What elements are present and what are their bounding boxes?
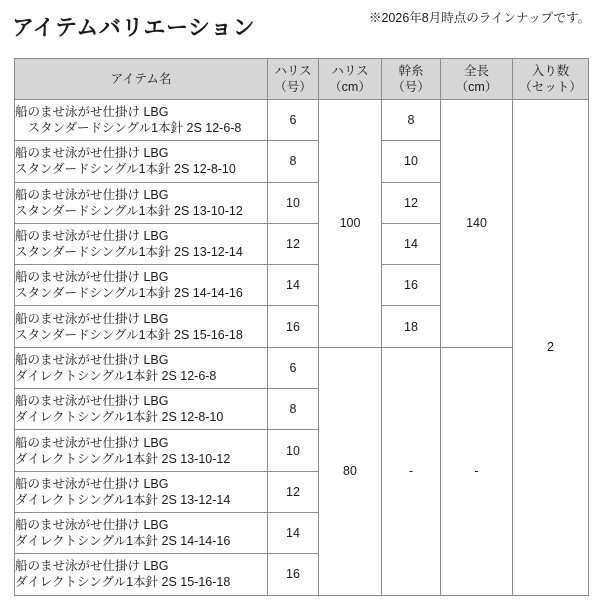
item-name-line1: 船のませ泳がせ仕掛け LBG (15, 352, 169, 367)
item-name-cell (15, 141, 268, 182)
item-name-line1: 船のませ泳がせ仕掛け LBG (15, 105, 169, 120)
item-name-line2: スタンダードシングル1本針 2S 13-10-12 (15, 203, 243, 218)
item-name-line2: スタンダードシングル1本針 2S 15-16-18 (15, 327, 243, 342)
mikiito-go-cell: 16 (382, 265, 441, 306)
item-name-line1: 船のませ泳がせ仕掛け LBG (15, 435, 169, 450)
page-title: アイテムバリエーション (12, 15, 256, 40)
item-name-cell (15, 554, 268, 595)
column-header-item-name (15, 59, 268, 100)
item-name-cell (15, 223, 268, 264)
column-header-harisu-cm (319, 59, 382, 100)
item-name-line2: ダイレクトシングル1本針 2S 12-8-10 (15, 410, 224, 425)
column-header-zencho-cm (441, 59, 513, 100)
harisu-go-cell: 10 (268, 182, 319, 223)
harisu-go-cell: 6 (268, 100, 319, 141)
harisu-cm-cell: 80 (319, 347, 382, 595)
item-name-line2: ダイレクトシングル1本針 2S 13-10-12 (15, 451, 231, 466)
mikiito-go-cell: 8 (382, 100, 441, 141)
column-header-mikiito-go (382, 59, 441, 100)
item-name-line1: 船のませ泳がせ仕掛け LBG (15, 187, 169, 202)
column-header-unit: （セット） (519, 80, 582, 94)
column-header-unit: （号） (274, 80, 312, 94)
item-name-cell (15, 471, 268, 512)
column-header-harisu-go (268, 59, 319, 100)
harisu-go-cell: 14 (268, 512, 319, 553)
item-name-line2: スタンダードシングル1本針 2S 12-8-10 (15, 162, 236, 177)
zencho-cm-cell: - (441, 347, 513, 595)
mikiito-go-cell: - (382, 347, 441, 595)
zencho-cm-cell: 140 (441, 100, 513, 348)
item-name-cell (15, 182, 268, 223)
item-name-line1: 船のませ泳がせ仕掛け LBG (15, 559, 169, 574)
table-row (15, 100, 589, 141)
quantity-cell: 2 (513, 100, 589, 596)
item-name-line1: 船のませ泳がせ仕掛け LBG (15, 311, 169, 326)
harisu-go-cell: 8 (268, 389, 319, 430)
mikiito-go-cell: 18 (382, 306, 441, 347)
harisu-go-cell: 10 (268, 430, 319, 471)
item-name-line1: 船のませ泳がせ仕掛け LBG (15, 270, 169, 285)
column-header-quantity (513, 59, 589, 100)
item-name-cell (15, 306, 268, 347)
item-name-line1: 船のませ泳がせ仕掛け LBG (15, 229, 169, 244)
table-header-row (15, 59, 589, 100)
item-name-line2: ダイレクトシングル1本針 2S 14-14-16 (15, 534, 231, 549)
harisu-go-cell: 14 (268, 265, 319, 306)
item-name-line2: ダイレクトシングル1本針 2S 15-16-18 (15, 575, 231, 590)
item-name-cell (15, 347, 268, 388)
item-name-line1: 船のませ泳がせ仕掛け LBG (15, 518, 169, 533)
item-name-cell (15, 389, 268, 430)
item-name-cell (15, 265, 268, 306)
harisu-go-cell: 12 (268, 223, 319, 264)
table-row (15, 347, 589, 388)
item-variation-table (14, 58, 589, 596)
item-name-line2: ダイレクトシングル1本針 2S 12-6-8 (15, 368, 217, 383)
item-name-line2: スタンダードシングル1本針 2S 13-12-14 (15, 245, 243, 260)
harisu-go-cell: 16 (268, 306, 319, 347)
column-header-label: 幹糸 (398, 64, 424, 78)
column-header-label: ハリス (274, 64, 312, 78)
item-name-cell (15, 100, 268, 141)
item-name-line1: 船のませ泳がせ仕掛け LBG (15, 394, 169, 409)
harisu-go-cell: 8 (268, 141, 319, 182)
column-header-label: アイテム名 (110, 72, 172, 86)
column-header-label: 全長 (463, 64, 489, 78)
harisu-cm-cell: 100 (319, 100, 382, 348)
harisu-go-cell: 16 (268, 554, 319, 595)
column-header-label: ハリス (331, 64, 369, 78)
column-header-unit: （cm） (455, 80, 498, 94)
item-name-line2: スタンダードシングル1本針 2S 12-6-8 (15, 121, 242, 136)
item-name-line1: 船のませ泳がせ仕掛け LBG (15, 476, 169, 491)
column-header-unit: （cm） (329, 80, 371, 94)
item-name-line2: スタンダードシングル1本針 2S 14-14-16 (15, 286, 243, 301)
mikiito-go-cell: 14 (382, 223, 441, 264)
item-name-line1: 船のませ泳がせ仕掛け LBG (15, 146, 169, 161)
harisu-go-cell: 6 (268, 347, 319, 388)
harisu-go-cell: 12 (268, 471, 319, 512)
column-header-label: 入り数 (531, 64, 570, 78)
item-name-cell (15, 512, 268, 553)
item-name-line2: ダイレクトシングル1本針 2S 13-12-14 (15, 492, 231, 507)
mikiito-go-cell: 10 (382, 141, 441, 182)
column-header-unit: （号） (392, 80, 430, 94)
lineup-note: ※2026年8月時点のラインナップです。 (368, 11, 590, 25)
item-name-cell (15, 430, 268, 471)
mikiito-go-cell: 12 (382, 182, 441, 223)
